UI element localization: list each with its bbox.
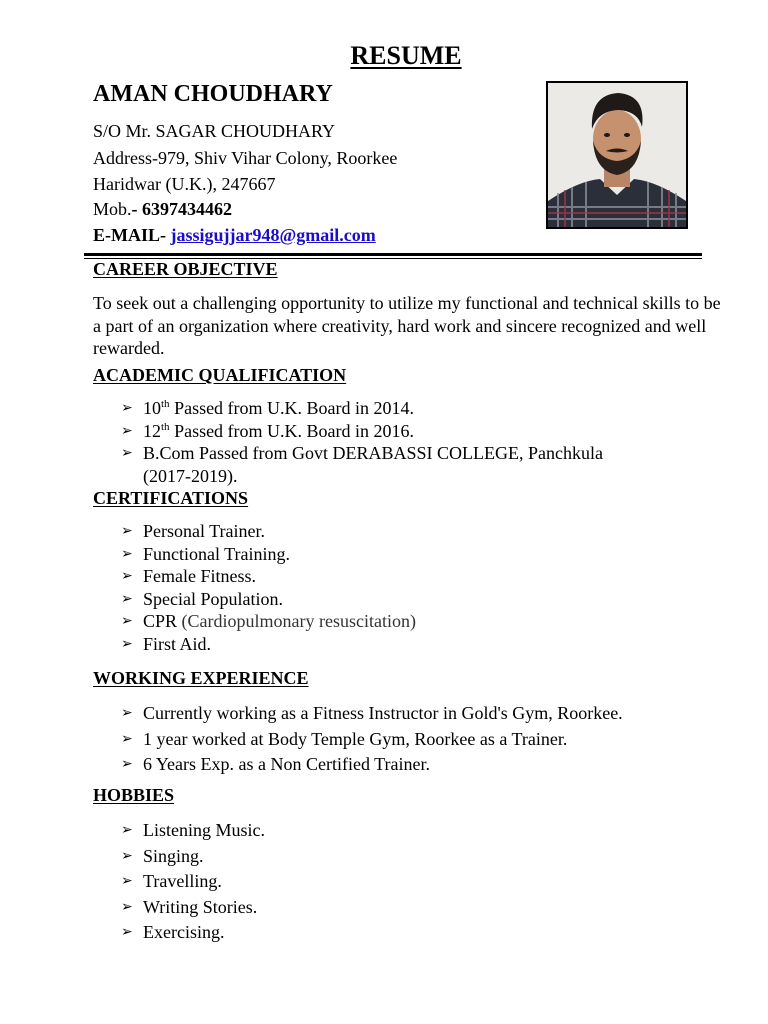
arrow-bullet-icon: ➢ — [121, 422, 133, 439]
list-item: ➢ Special Population. — [121, 588, 283, 609]
arrow-bullet-icon: ➢ — [121, 730, 133, 747]
candidate-name: AMAN CHOUDHARY — [93, 81, 333, 107]
email-label: E-MAIL- — [93, 225, 171, 245]
list-item: ➢ Writing Stories. — [121, 895, 265, 921]
list-item: ➢ First Aid. — [121, 633, 212, 654]
list-item: ➢ Exercising. — [121, 920, 265, 946]
career-objective-heading: CAREER OBJECTIVE — [93, 259, 278, 279]
arrow-bullet-icon: ➢ — [121, 445, 133, 461]
hobbies-list — [121, 818, 265, 946]
arrow-bullet-icon: ➢ — [121, 898, 133, 915]
parent-line: S/O Mr. SAGAR CHOUDHARY — [93, 121, 336, 141]
arrow-bullet-icon: ➢ — [121, 568, 133, 584]
career-objective-text: To seek out a challenging opportunity to utilize my functional and technical skills to be a part of an organization where creativity, hard work and sincere recognized and well rewarded. — [93, 293, 721, 358]
arrow-bullet-icon: ➢ — [121, 847, 133, 864]
arrow-bullet-icon: ➢ — [121, 400, 133, 416]
list-item: ➢ Travelling. — [121, 869, 265, 895]
list-item: ➢ Singing. — [121, 844, 265, 870]
arrow-bullet-icon: ➢ — [121, 756, 133, 772]
arrow-bullet-icon: ➢ — [121, 523, 133, 539]
section-divider-thick — [84, 253, 702, 256]
mobile-number: - 6397434462 — [131, 199, 233, 219]
list-item: ➢ Functional Training. — [121, 543, 291, 564]
mobile-label: Mob. — [93, 199, 132, 219]
arrow-bullet-icon: ➢ — [121, 873, 133, 889]
document-title: RESUME — [350, 41, 462, 70]
list-item: ➢ 12th Passed from U.K. Board in 2016. — [121, 420, 415, 441]
academic-qualification-heading: ACADEMIC QUALIFICATION — [93, 365, 347, 385]
arrow-bullet-icon: ➢ — [121, 924, 133, 940]
arrow-bullet-icon: ➢ — [121, 635, 133, 652]
profile-photo-illustration — [548, 83, 686, 227]
arrow-bullet-icon: ➢ — [121, 590, 133, 607]
list-item: ➢ B.Com Passed from Govt DERABASSI COLLEGE, Panchkula (2017-2019). — [121, 443, 603, 486]
arrow-bullet-icon: ➢ — [121, 545, 133, 562]
arrow-bullet-icon: ➢ — [121, 613, 133, 629]
list-item: ➢ Personal Trainer. — [121, 521, 266, 541]
email-link[interactable]: jassigujjar948@gmail.com — [170, 225, 376, 245]
list-item: ➢ 10th Passed from U.K. Board in 2014. — [121, 398, 415, 418]
address-line-2: Haridwar (U.K.), 247667 — [93, 174, 276, 194]
working-experience-heading: WORKING EXPERIENCE — [93, 668, 309, 688]
list-item: ➢ 1 year worked at Body Temple Gym, Roorkee as a Trainer. — [121, 727, 623, 753]
list-item: ➢ Female Fitness. — [121, 566, 256, 586]
list-item: ➢ Listening Music. — [121, 818, 265, 844]
address-line-1: Address-979, Shiv Vihar Colony, Roorkee — [93, 148, 398, 168]
academic-list — [121, 397, 603, 487]
certifications-list — [121, 520, 416, 655]
arrow-bullet-icon: ➢ — [121, 822, 133, 838]
arrow-bullet-icon: ➢ — [121, 705, 133, 721]
hobbies-heading: HOBBIES — [93, 785, 175, 805]
profile-photo — [546, 81, 688, 229]
certifications-heading: CERTIFICATIONS — [93, 488, 249, 508]
mobile-line — [93, 198, 232, 220]
experience-list — [121, 701, 623, 778]
email-line — [93, 224, 376, 246]
list-item: ➢ CPR (Cardiopulmonary resuscitation) — [121, 611, 416, 631]
list-item: ➢ 6 Years Exp. as a Non Certified Trainer. — [121, 752, 623, 778]
list-item: ➢ Currently working as a Fitness Instructor in Gold's Gym, Roorkee. — [121, 701, 623, 727]
